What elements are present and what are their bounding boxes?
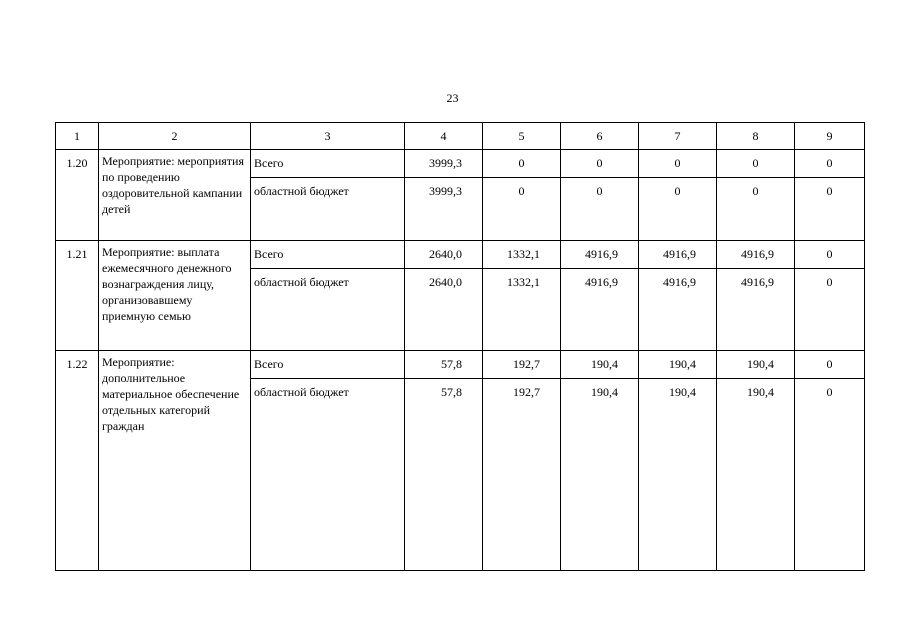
value-cell: 0: [483, 178, 561, 241]
value-cell: 1332,1: [483, 269, 561, 351]
value-cell: 0: [561, 178, 639, 241]
value-cell: 0: [795, 150, 865, 178]
funding-source: областной бюджет: [251, 379, 405, 571]
value-cell: 190,4: [639, 379, 717, 571]
column-header: 2: [99, 123, 251, 150]
value-cell: 0: [717, 178, 795, 241]
value-cell: 0: [717, 150, 795, 178]
column-header: 8: [717, 123, 795, 150]
value-cell: 0: [795, 178, 865, 241]
funding-source: Всего: [251, 150, 405, 178]
row-name: Мероприятие: мероприятия по проведению оздоровительной кампании детей: [99, 150, 251, 241]
column-header: 4: [405, 123, 483, 150]
column-header: 9: [795, 123, 865, 150]
value-cell: 192,7: [483, 379, 561, 571]
header-row: [56, 123, 865, 150]
value-cell: 190,4: [561, 379, 639, 571]
table-row: [56, 241, 865, 269]
value-cell: 4916,9: [639, 241, 717, 269]
funding-source: Всего: [251, 351, 405, 379]
value-cell: 0: [795, 241, 865, 269]
column-header: 5: [483, 123, 561, 150]
value-cell: 0: [639, 150, 717, 178]
row-name: Мероприятие: выплата ежемесячного денежного вознаграждения лицу, организовавшему приемную семью: [99, 241, 251, 351]
value-cell: 4916,9: [639, 269, 717, 351]
value-cell: 190,4: [639, 351, 717, 379]
funding-source: областной бюджет: [251, 178, 405, 241]
column-header: 3: [251, 123, 405, 150]
row-code: 1.21: [56, 241, 99, 351]
value-cell: 3999,3: [405, 178, 483, 241]
table-row: [56, 351, 865, 379]
value-cell: 1332,1: [483, 241, 561, 269]
value-cell: 4916,9: [561, 269, 639, 351]
value-cell: 0: [561, 150, 639, 178]
value-cell: 0: [483, 150, 561, 178]
column-header: 7: [639, 123, 717, 150]
value-cell: 57,8: [405, 351, 483, 379]
row-code: 1.20: [56, 150, 99, 241]
value-cell: 4916,9: [717, 269, 795, 351]
value-cell: 3999,3: [405, 150, 483, 178]
value-cell: 190,4: [717, 379, 795, 571]
page-number: 23: [446, 91, 459, 105]
row-name: Мероприятие: дополнительное материальное обеспечение отдельных категорий граждан: [99, 351, 251, 571]
value-cell: 0: [795, 269, 865, 351]
value-cell: 2640,0: [405, 241, 483, 269]
column-header: 6: [561, 123, 639, 150]
value-cell: 57,8: [405, 379, 483, 571]
value-cell: 4916,9: [717, 241, 795, 269]
value-cell: 192,7: [483, 351, 561, 379]
budget-table: [55, 122, 865, 571]
value-cell: 190,4: [561, 351, 639, 379]
column-header: 1: [56, 123, 99, 150]
row-code: 1.22: [56, 351, 99, 571]
value-cell: 0: [795, 379, 865, 571]
value-cell: 0: [795, 351, 865, 379]
value-cell: 190,4: [717, 351, 795, 379]
funding-source: Всего: [251, 241, 405, 269]
value-cell: 2640,0: [405, 269, 483, 351]
value-cell: 0: [639, 178, 717, 241]
value-cell: 4916,9: [561, 241, 639, 269]
table-row: [56, 150, 865, 178]
funding-source: областной бюджет: [251, 269, 405, 351]
